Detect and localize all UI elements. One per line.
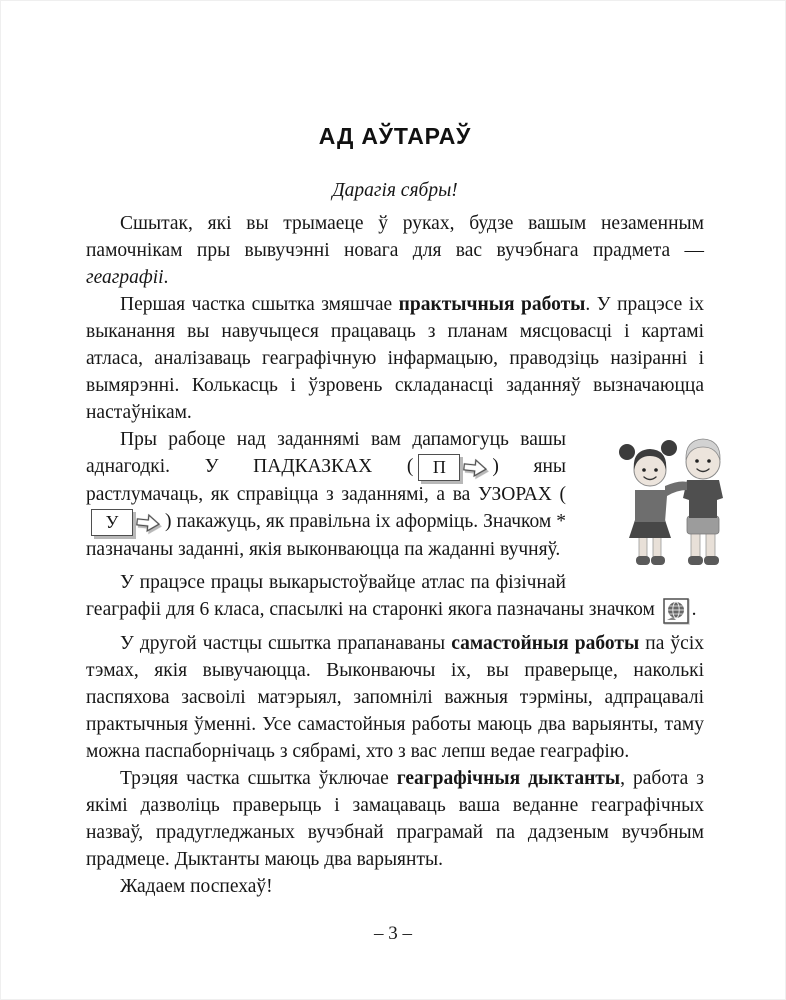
- paragraph-text-italic: геаграфіі: [86, 267, 164, 288]
- paragraph-text: Сшытак, які вы трымаеце ў руках, будзе вашым незаменным памочнікам пры вывучэнні новага для вас вучэбнага прадмета —: [86, 213, 704, 261]
- paragraph-text-bold: геаграфічныя дыктанты: [396, 767, 621, 789]
- arrow-right-icon: [135, 511, 161, 533]
- girl-figure: [619, 440, 687, 565]
- paragraph-text: У другой частцы сшытка прапанаваны: [120, 632, 452, 654]
- children-illustration: [578, 428, 704, 570]
- hint-letter-box: П: [418, 454, 460, 481]
- arrow-right-icon: [462, 456, 488, 478]
- two-children-icon: [612, 428, 738, 570]
- hint-icon: [418, 454, 487, 481]
- paragraph-text: ) пакажуць, як правільна іх аформіць. Значком * пазначаны заданні, якія выконваюцца па жаданні вучняў.: [86, 511, 566, 561]
- boy-figure: [683, 439, 723, 565]
- page-content: [86, 123, 704, 900]
- paragraph-text: ) яны растлумачаць, як справіцца з заданнямі, а ва УЗОРАХ (: [86, 456, 566, 506]
- paragraph-text: .: [691, 599, 697, 621]
- paragraph-7: Жадаем поспехаў!: [120, 875, 273, 897]
- paragraph-text: У працэсе працы выкарыстоўвайце атлас па фізічнай геаграфіі для 6 класа, спасылкі на старонкі якога пазначаны значком: [86, 572, 660, 621]
- sample-letter-box: У: [91, 509, 133, 536]
- sample-icon: [91, 509, 160, 536]
- paragraph-text: Першая частка сшытка змяшчае: [120, 294, 399, 315]
- paragraph-6: [86, 765, 704, 873]
- paragraph-text: Пры рабоце над заданнямі вам дапамогуць вашы аднагодкі. У ПАДКАЗКАХ (: [86, 429, 566, 477]
- page-number: – 3 –: [374, 923, 412, 944]
- paragraph-2: [86, 291, 704, 426]
- paragraph-text: Трэцяя частка сшытка ўключае: [120, 767, 397, 789]
- paragraph-text-bold: практычныя работы: [398, 294, 586, 315]
- paragraph-text: .: [163, 267, 169, 288]
- paragraph-4: [86, 569, 704, 624]
- paragraph-text: , работа з якімі дазволіць праверыць і замацаваць ваша веданне геаграфічных назваў, прадугледжаных вучэбнай праграмай па дадзеным вучэбным прадмеце. Дыктанты маюць два варыянты.: [86, 767, 704, 870]
- globe-book-icon: [663, 598, 689, 624]
- greeting-line: Дарагія сябры!: [332, 180, 458, 201]
- paragraph-5: [86, 630, 704, 765]
- page-title: АД АЎТАРАЎ: [318, 123, 472, 149]
- paragraph-text: . У працэсе іх выканання вы навучыцеся працаваць з планам мясцовасці і картамі атласа, аналізаваць геаграфічную інфармацыю, праводзіць назіранні і вымярэнні. Колькасць і ўзровень складанасці заданняў вызначаюцца настаўнікам.: [86, 294, 704, 423]
- paragraph-text: па ўсіх тэмах, якія вывучаюцца. Выконваючы іх, вы праверыце, наколькі паспяхова засвоілі матэрыял, запомнілі важныя тэрміны, адпрацавалі практычныя ўменні. Усе самастойныя работы маюць два варыянты, таму можна паспаборнічаць з сябрамі, хто з вас лепш ведае геаграфію.: [86, 632, 704, 762]
- paragraph-text-bold: самастойныя работы: [451, 632, 640, 654]
- paragraph-1: [86, 210, 704, 291]
- paragraph-3: [86, 426, 704, 563]
